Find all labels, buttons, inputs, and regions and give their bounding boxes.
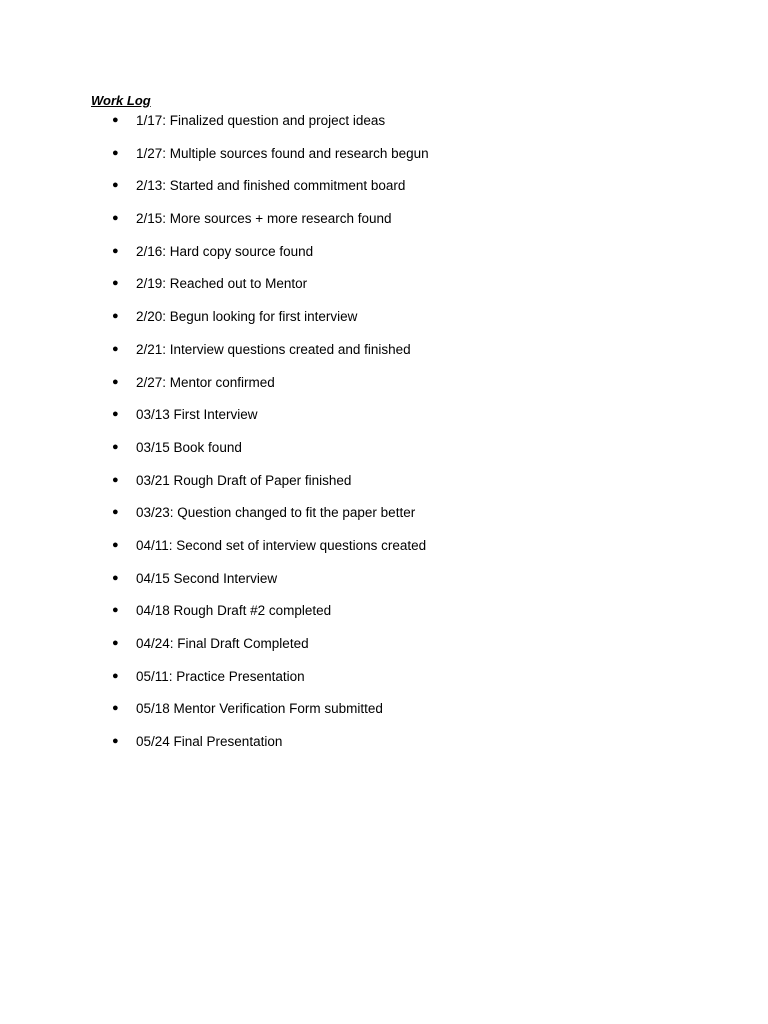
list-item-text: 2/19: Reached out to Mentor	[136, 276, 308, 292]
bullet-icon: ●	[112, 179, 119, 192]
bullet-icon: ●	[112, 146, 119, 159]
list-item-text: 05/11: Practice Presentation	[136, 668, 305, 684]
list-item-text: 2/16: Hard copy source found	[136, 243, 314, 259]
bullet-icon: ●	[112, 244, 119, 257]
bullet-icon: ●	[112, 702, 119, 715]
list-item-text: 05/18 Mentor Verification Form submitted	[136, 701, 383, 717]
list-item-text: 03/23: Question changed to fit the paper better	[136, 505, 416, 521]
list-item-text: 2/20: Begun looking for first interview	[136, 309, 358, 325]
list-item-text: 03/21 Rough Draft of Paper finished	[136, 472, 352, 488]
bullet-icon: ●	[112, 735, 119, 748]
bullet-icon: ●	[112, 277, 119, 290]
bullet-icon: ●	[112, 212, 119, 225]
list-item-text: 05/24 Final Presentation	[136, 734, 283, 750]
bullet-icon: ●	[112, 571, 119, 584]
bullet-icon: ●	[112, 506, 119, 519]
bullet-icon: ●	[112, 669, 119, 682]
list-item-text: 2/27: Mentor confirmed	[136, 374, 275, 390]
list-item-text: 04/18 Rough Draft #2 completed	[136, 603, 332, 619]
list-item-text: 03/13 First Interview	[136, 407, 258, 423]
list-item-text: 03/15 Book found	[136, 439, 242, 455]
bullet-icon: ●	[112, 473, 119, 486]
list-item-text: 2/13: Started and finished commitment board	[136, 178, 406, 194]
list-item-text: 04/15 Second Interview	[136, 570, 278, 586]
list-item-text: 2/21: Interview questions created and finished	[136, 341, 411, 357]
bullet-icon: ●	[112, 310, 119, 323]
bullet-icon: ●	[112, 440, 119, 453]
bullet-icon: ●	[112, 408, 119, 421]
bullet-icon: ●	[112, 604, 119, 617]
list-item-text: 2/15: More sources + more research found	[136, 211, 392, 227]
list-item-text: 04/24: Final Draft Completed	[136, 636, 309, 651]
bullet-icon: ●	[112, 637, 119, 649]
list-item-text: 04/11: Second set of interview questions created	[136, 537, 427, 553]
list-item-text: 1/17: Finalized question and project ideas	[136, 113, 386, 128]
bullet-icon: ●	[112, 375, 119, 388]
bullet-icon: ●	[112, 342, 119, 355]
page-title: Work Log	[91, 93, 151, 108]
list-item-text: 1/27: Multiple sources found and research begun	[136, 145, 429, 161]
bullet-icon: ●	[112, 114, 119, 126]
bullet-icon: ●	[112, 538, 119, 551]
